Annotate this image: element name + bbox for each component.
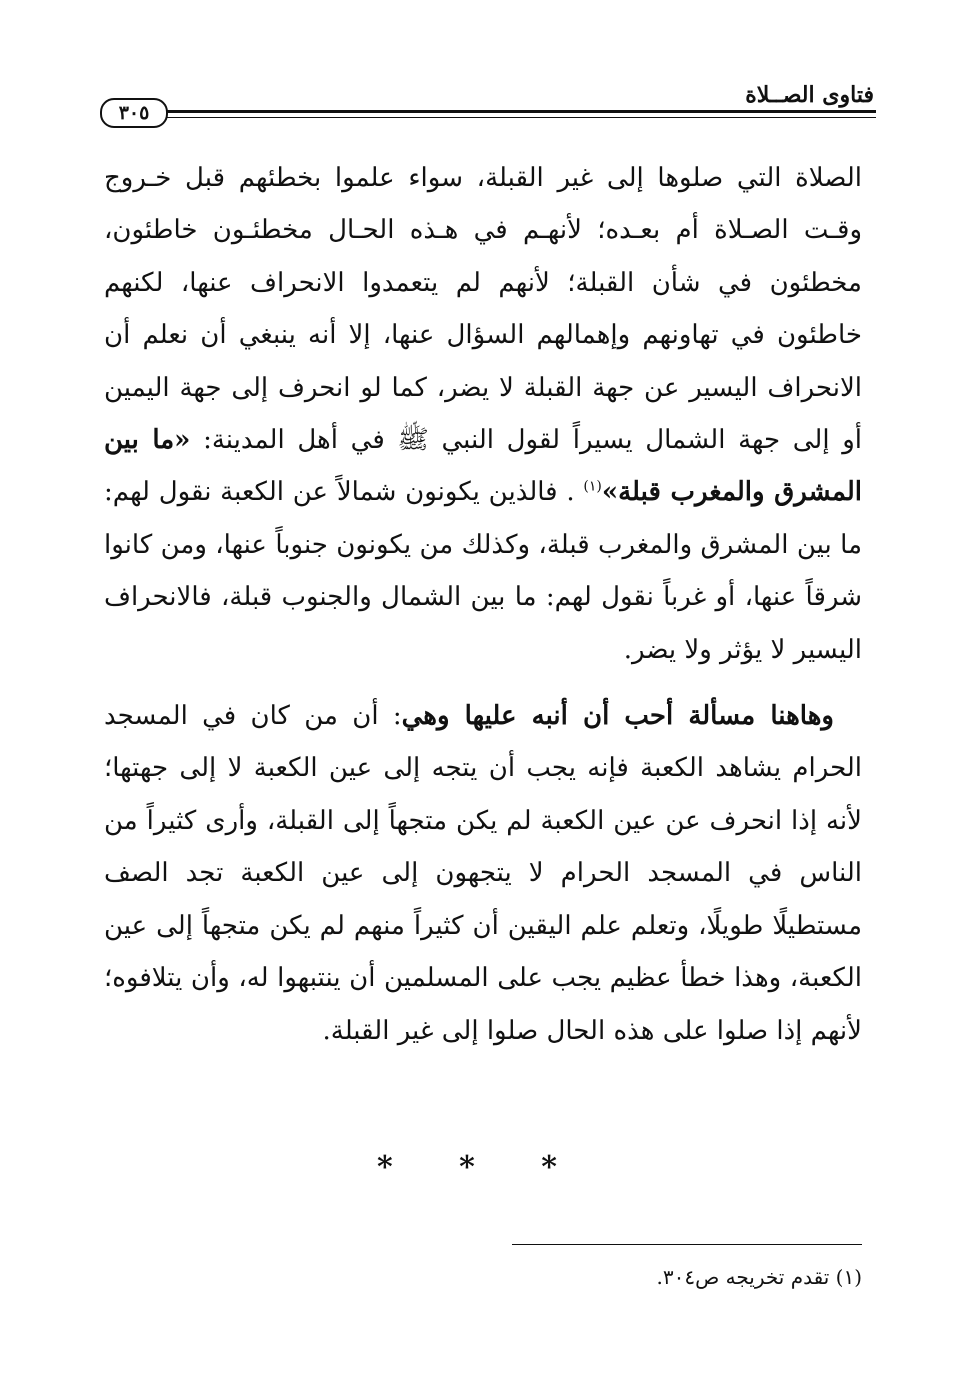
paragraph-2 <box>104 690 862 1057</box>
header-rule-thick <box>160 110 876 113</box>
running-title: فتاوى الصــلاة <box>745 82 874 108</box>
paragraph-2-lead: وهاهنا مسألة أحب أن أنبه عليها وهي <box>401 701 834 732</box>
hadith-quote: «ما بين المشرق والمغرب قبلة» <box>104 425 862 508</box>
footnote: (١) تقدم تخريجه ص٣٠٤. <box>656 1265 862 1289</box>
paragraph-2-text: : أن من كان في المسجد الحرام يشاهد الكعبة فإنه يجب أن يتجه إلى عين الكعبة لا إلى جهتها؛ لأنه إذا انحرف عن عين الكعبة لم يكن متجهاً إلى القبلة، وأرى كثيراً من الناس في المسجد الحرام لا يتجهون إلى عين الكعبة تجد الصف مستطيلًا طويلًا، وتعلم علم اليقين أن كثيراً منهم لم يكن متجهاً إلى عين الكعبة، وهذا خطأ عظيم يجب على المسلمين أن ينتبهوا له، وأن يتلافوه؛ لأنهم إذا صلوا على هذه الحال صلوا إلى غير القبلة. <box>104 701 862 1046</box>
footnote-rule <box>512 1244 862 1245</box>
paragraph-1 <box>104 152 862 676</box>
paragraph-1-text-b: . فالذين يكونون شمالاً عن الكعبة نقول لهم: ما بين المشرق والمغرب قبلة، وكذلك من يكونون جنوباً عنها، ومن كانوا شرقاً عنها، أو غرباً نقول لهم: ما بين الشمال والجنوب قبلة، فالانحراف اليسير لا يؤثر ولا يضر. <box>104 477 862 665</box>
body-text <box>104 152 862 1057</box>
header-rule-thin <box>160 117 876 118</box>
paragraph-1-text-a: الصلاة التي صلوها إلى غير القبلة، سواء علموا بخطئهم قبل خـروج وقـت الصـلاة أم بعـده؛ لأنهـم في هـذه الحـال مخطئـون خاطئون، مخطئون في شأن القبلة؛ لأنهم لم يتعمدوا الانحراف عنها، لكنهم خاطئون في تهاونهم وإهمالهم السؤال عنها، إلا أنه ينبغي أن نعلم أن الانحراف اليسير عن جهة القبلة لا يضر، كما لو انحرف إلى جهة اليمين أو إلى جهة الشمال يسيراً لقول النبي ﷺ في أهل المدينة: <box>104 163 862 456</box>
footnote-marker[interactable]: (١) <box>583 478 602 495</box>
section-separator: * * * <box>377 1150 585 1185</box>
page-header <box>100 80 876 130</box>
page-number: ٣٠٥ <box>100 98 168 128</box>
